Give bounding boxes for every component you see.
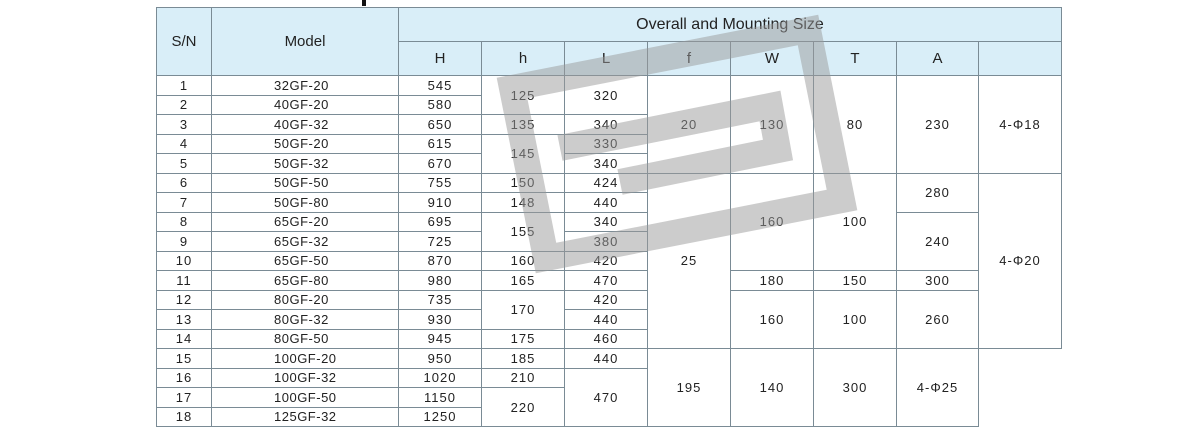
sn-cell: 7 bbox=[157, 193, 212, 213]
h-cell: 170 bbox=[482, 290, 565, 329]
model-cell: 50GF-20 bbox=[212, 134, 399, 154]
table-row bbox=[157, 173, 1062, 193]
h-cell: 135 bbox=[482, 115, 565, 135]
h-cell: 148 bbox=[482, 193, 565, 213]
sn-cell: 10 bbox=[157, 251, 212, 271]
h-cell: 125 bbox=[482, 76, 565, 115]
L-cell: 320 bbox=[565, 76, 648, 115]
H-cell: 930 bbox=[399, 310, 482, 330]
A-cell: 260 bbox=[897, 290, 979, 349]
sn-cell: 17 bbox=[157, 388, 212, 408]
mounting-size-table bbox=[156, 7, 1062, 427]
H-cell: 755 bbox=[399, 173, 482, 193]
header-f: f bbox=[648, 42, 731, 76]
H-cell: 870 bbox=[399, 251, 482, 271]
L-cell: 424 bbox=[565, 173, 648, 193]
H-cell: 945 bbox=[399, 329, 482, 349]
L-cell: 440 bbox=[565, 349, 648, 369]
W-cell: 160 bbox=[731, 173, 814, 271]
model-cell: 100GF-20 bbox=[212, 349, 399, 369]
model-cell: 65GF-32 bbox=[212, 232, 399, 252]
header-overall-mounting-size: Overall and Mounting Size bbox=[399, 8, 1062, 42]
holes-cell: 4-Φ20 bbox=[979, 173, 1062, 349]
h-cell: 145 bbox=[482, 134, 565, 173]
L-cell: 440 bbox=[565, 310, 648, 330]
sn-cell: 11 bbox=[157, 271, 212, 291]
header-H: H bbox=[399, 42, 482, 76]
W-cell: 180 bbox=[731, 271, 814, 291]
h-cell: 210 bbox=[482, 368, 565, 388]
A-cell: 230 bbox=[897, 76, 979, 174]
A-cell: 240 bbox=[897, 212, 979, 271]
h-cell: 165 bbox=[482, 271, 565, 291]
model-cell: 65GF-50 bbox=[212, 251, 399, 271]
model-cell: 40GF-20 bbox=[212, 95, 399, 115]
model-cell: 80GF-32 bbox=[212, 310, 399, 330]
sn-cell: 14 bbox=[157, 329, 212, 349]
header-L: L bbox=[565, 42, 648, 76]
L-cell: 340 bbox=[565, 212, 648, 232]
H-cell: 695 bbox=[399, 212, 482, 232]
model-cell: 40GF-32 bbox=[212, 115, 399, 135]
header-sn: S/N bbox=[157, 8, 212, 76]
A-cell: 300 bbox=[897, 271, 979, 291]
H-cell: 1150 bbox=[399, 388, 482, 408]
sn-cell: 3 bbox=[157, 115, 212, 135]
T-cell: 140 bbox=[731, 349, 814, 427]
h-cell: 185 bbox=[482, 349, 565, 369]
A-cell: 280 bbox=[897, 173, 979, 212]
H-cell: 1250 bbox=[399, 407, 482, 427]
L-cell: 420 bbox=[565, 290, 648, 310]
f-cell: 20 bbox=[648, 76, 731, 174]
L-cell: 340 bbox=[565, 115, 648, 135]
header-h: h bbox=[482, 42, 565, 76]
table-row bbox=[157, 349, 1062, 369]
h-cell: 175 bbox=[482, 329, 565, 349]
H-cell: 735 bbox=[399, 290, 482, 310]
h-cell: 150 bbox=[482, 173, 565, 193]
L-cell: 340 bbox=[565, 154, 648, 174]
T-cell: 100 bbox=[814, 290, 897, 349]
model-cell: 100GF-32 bbox=[212, 368, 399, 388]
h-cell: 155 bbox=[482, 212, 565, 251]
H-cell: 615 bbox=[399, 134, 482, 154]
W-cell: 195 bbox=[648, 349, 731, 427]
A-cell: 300 bbox=[814, 349, 897, 427]
sn-cell: 5 bbox=[157, 154, 212, 174]
model-cell: 125GF-32 bbox=[212, 407, 399, 427]
model-cell: 65GF-80 bbox=[212, 271, 399, 291]
sn-cell: 12 bbox=[157, 290, 212, 310]
sn-cell: 9 bbox=[157, 232, 212, 252]
sn-cell: 6 bbox=[157, 173, 212, 193]
sn-cell: 1 bbox=[157, 76, 212, 96]
h-cell: 160 bbox=[482, 251, 565, 271]
H-cell: 950 bbox=[399, 349, 482, 369]
sn-cell: 2 bbox=[157, 95, 212, 115]
model-cell: 50GF-80 bbox=[212, 193, 399, 213]
model-cell: 80GF-20 bbox=[212, 290, 399, 310]
holes-cell: 4-Φ18 bbox=[979, 76, 1062, 174]
H-cell: 580 bbox=[399, 95, 482, 115]
L-cell: 440 bbox=[565, 193, 648, 213]
sn-cell: 4 bbox=[157, 134, 212, 154]
H-cell: 725 bbox=[399, 232, 482, 252]
L-cell: 330 bbox=[565, 134, 648, 154]
L-cell: 470 bbox=[565, 271, 648, 291]
L-cell: 420 bbox=[565, 251, 648, 271]
header-A: A bbox=[897, 42, 979, 76]
T-cell: 80 bbox=[814, 76, 897, 174]
f-cell: 25 bbox=[648, 173, 731, 349]
L-cell: 470 bbox=[565, 368, 648, 427]
sn-cell: 16 bbox=[157, 368, 212, 388]
H-cell: 1020 bbox=[399, 368, 482, 388]
table-row bbox=[157, 212, 1062, 232]
W-cell: 130 bbox=[731, 76, 814, 174]
table-row bbox=[157, 290, 1062, 310]
model-cell: 50GF-50 bbox=[212, 173, 399, 193]
T-cell: 150 bbox=[814, 271, 897, 291]
sn-cell: 8 bbox=[157, 212, 212, 232]
model-cell: 100GF-50 bbox=[212, 388, 399, 408]
table-row bbox=[157, 271, 1062, 291]
H-cell: 910 bbox=[399, 193, 482, 213]
header-T: T bbox=[814, 42, 897, 76]
model-cell: 65GF-20 bbox=[212, 212, 399, 232]
header-holes bbox=[979, 42, 1062, 76]
sn-cell: 15 bbox=[157, 349, 212, 369]
sn-cell: 18 bbox=[157, 407, 212, 427]
h-cell: 220 bbox=[482, 388, 565, 427]
L-cell: 380 bbox=[565, 232, 648, 252]
heading-fragment bbox=[362, 0, 366, 6]
header-model: Model bbox=[212, 8, 399, 76]
model-cell: 80GF-50 bbox=[212, 329, 399, 349]
header-W: W bbox=[731, 42, 814, 76]
T-cell: 100 bbox=[814, 173, 897, 271]
L-cell: 460 bbox=[565, 329, 648, 349]
model-cell: 32GF-20 bbox=[212, 76, 399, 96]
W-cell: 160 bbox=[731, 290, 814, 349]
holes-cell: 4-Φ25 bbox=[897, 349, 979, 427]
H-cell: 980 bbox=[399, 271, 482, 291]
H-cell: 545 bbox=[399, 76, 482, 96]
H-cell: 650 bbox=[399, 115, 482, 135]
H-cell: 670 bbox=[399, 154, 482, 174]
model-cell: 50GF-32 bbox=[212, 154, 399, 174]
sn-cell: 13 bbox=[157, 310, 212, 330]
table-row bbox=[157, 76, 1062, 96]
